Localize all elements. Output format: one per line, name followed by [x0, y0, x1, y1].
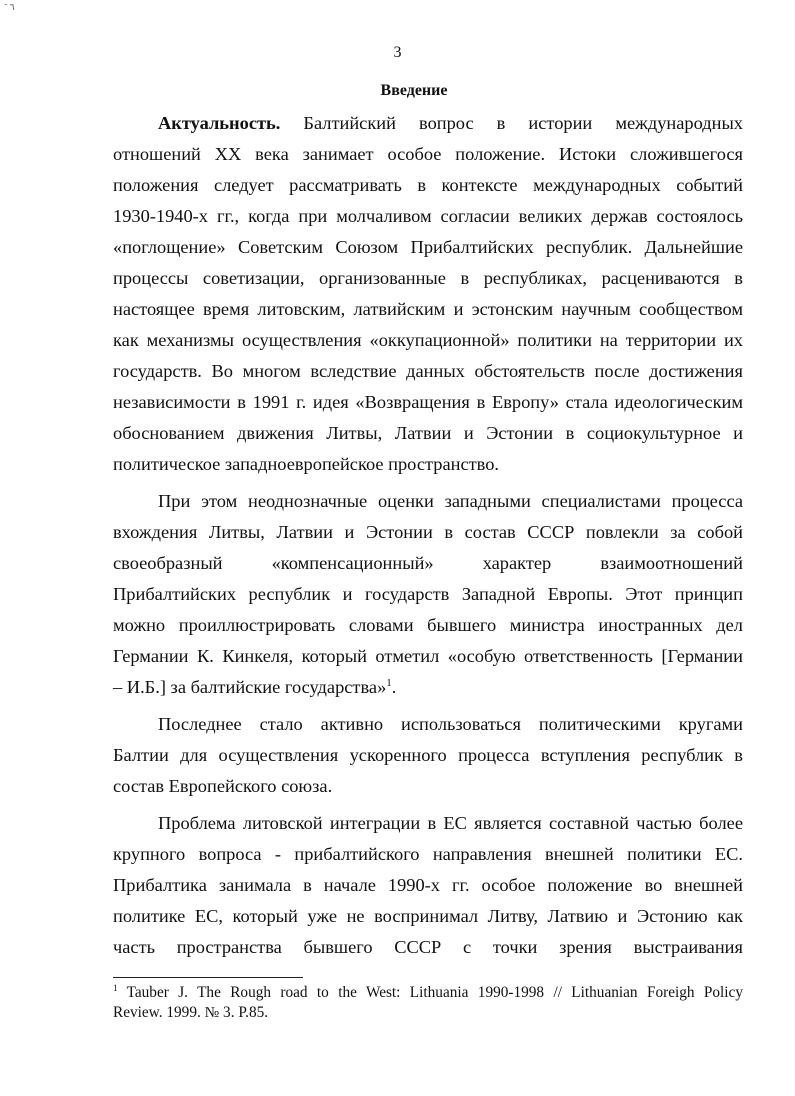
- text-line: Прибалтийских республик и государств Западной Европы. Этот принцип: [113, 584, 743, 604]
- footnote-number: 1: [113, 983, 118, 993]
- text-line: Прибалтика занимала в начале 1990-х гг. особое положение во внешней: [113, 875, 743, 895]
- text-line: процессы советизации, организованные в республиках, расцениваются в: [113, 268, 743, 288]
- text-line: государств. Во многом вследствие данных обстоятельств после достижения: [113, 361, 743, 381]
- text-line: При этом неоднозначные оценки западными специалистами процесса: [158, 491, 743, 511]
- text-line: настоящее время литовским, латвийским и эстонским научным сообществом: [113, 299, 743, 319]
- scan-mark: ٦ ־: [4, 2, 15, 12]
- text-line: часть пространства бывшего СССР с точки зрения выстраивания: [113, 937, 743, 957]
- footnote: [113, 983, 743, 1023]
- footnote-line: $^1$ Tauber J. The Rough road to the West: Lithuania 1990-1998 // Lithuanian Foreigh Policy: [113, 983, 743, 1001]
- text-line: отношений XX века занимает особое положение. Истоки сложившегося: [113, 144, 743, 164]
- text-line: Последнее стало активно использоваться политическими кругами: [158, 714, 743, 734]
- text-line: Проблема литовской интеграции в ЕС является составной частью более: [158, 813, 743, 833]
- footnote-divider: [113, 977, 303, 978]
- footnote-ref[interactable]: 1: [386, 677, 392, 689]
- text-line: состав Европейского союза.: [113, 776, 333, 796]
- page-title: Введение: [380, 82, 448, 99]
- text-line: своеобразный «компенсационный» характер взаимоотношений: [113, 553, 743, 573]
- text-line: политике ЕС, который уже не воспринимал Литву, Латвию и Эстонию как: [113, 906, 743, 926]
- text-line: независимости в 1991 г. идея «Возвращения в Европу» стала идеологическим: [113, 392, 743, 412]
- page-number: 3: [393, 44, 402, 61]
- text-line: 1930-1940-х гг., когда при молчаливом согласии великих держав состоялось: [113, 206, 743, 226]
- footnote-line: Review. 1999. № 3. P.85.: [113, 1004, 269, 1021]
- text-line: крупного вопроса - прибалтийского направления внешней политики ЕС.: [113, 844, 743, 864]
- text-line: Актуальность. Балтийский вопрос в истории международных: [158, 113, 743, 133]
- body-text: [113, 108, 743, 963]
- text-line: обоснованием движения Литвы, Латвии и Эстонии в социокультурное и: [113, 423, 743, 443]
- text-line: как механизмы осуществления «оккупационной» политики на территории их: [113, 330, 743, 350]
- lead-term: Актуальность.: [158, 113, 281, 133]
- text-line: можно проиллюстрировать словами бывшего министра иностранных дел: [113, 615, 743, 635]
- text-line: вхождения Литвы, Латвии и Эстонии в состав СССР повлекли за собой: [113, 522, 743, 542]
- text-line: Германии К. Кинкеля, который отметил «особую ответственность [Германии: [113, 646, 743, 666]
- text-line: положения следует рассматривать в контексте международных событий: [113, 175, 743, 195]
- text-line: политическое западноевропейское пространство.: [113, 454, 500, 474]
- text-line: Балтии для осуществления ускоренного процесса вступления республик в: [113, 745, 743, 765]
- text-line: «поглощение» Советским Союзом Прибалтийских республик. Дальнейшие: [113, 237, 743, 257]
- text-line: – И.Б.] за балтийские государства»$^1$.: [113, 677, 397, 697]
